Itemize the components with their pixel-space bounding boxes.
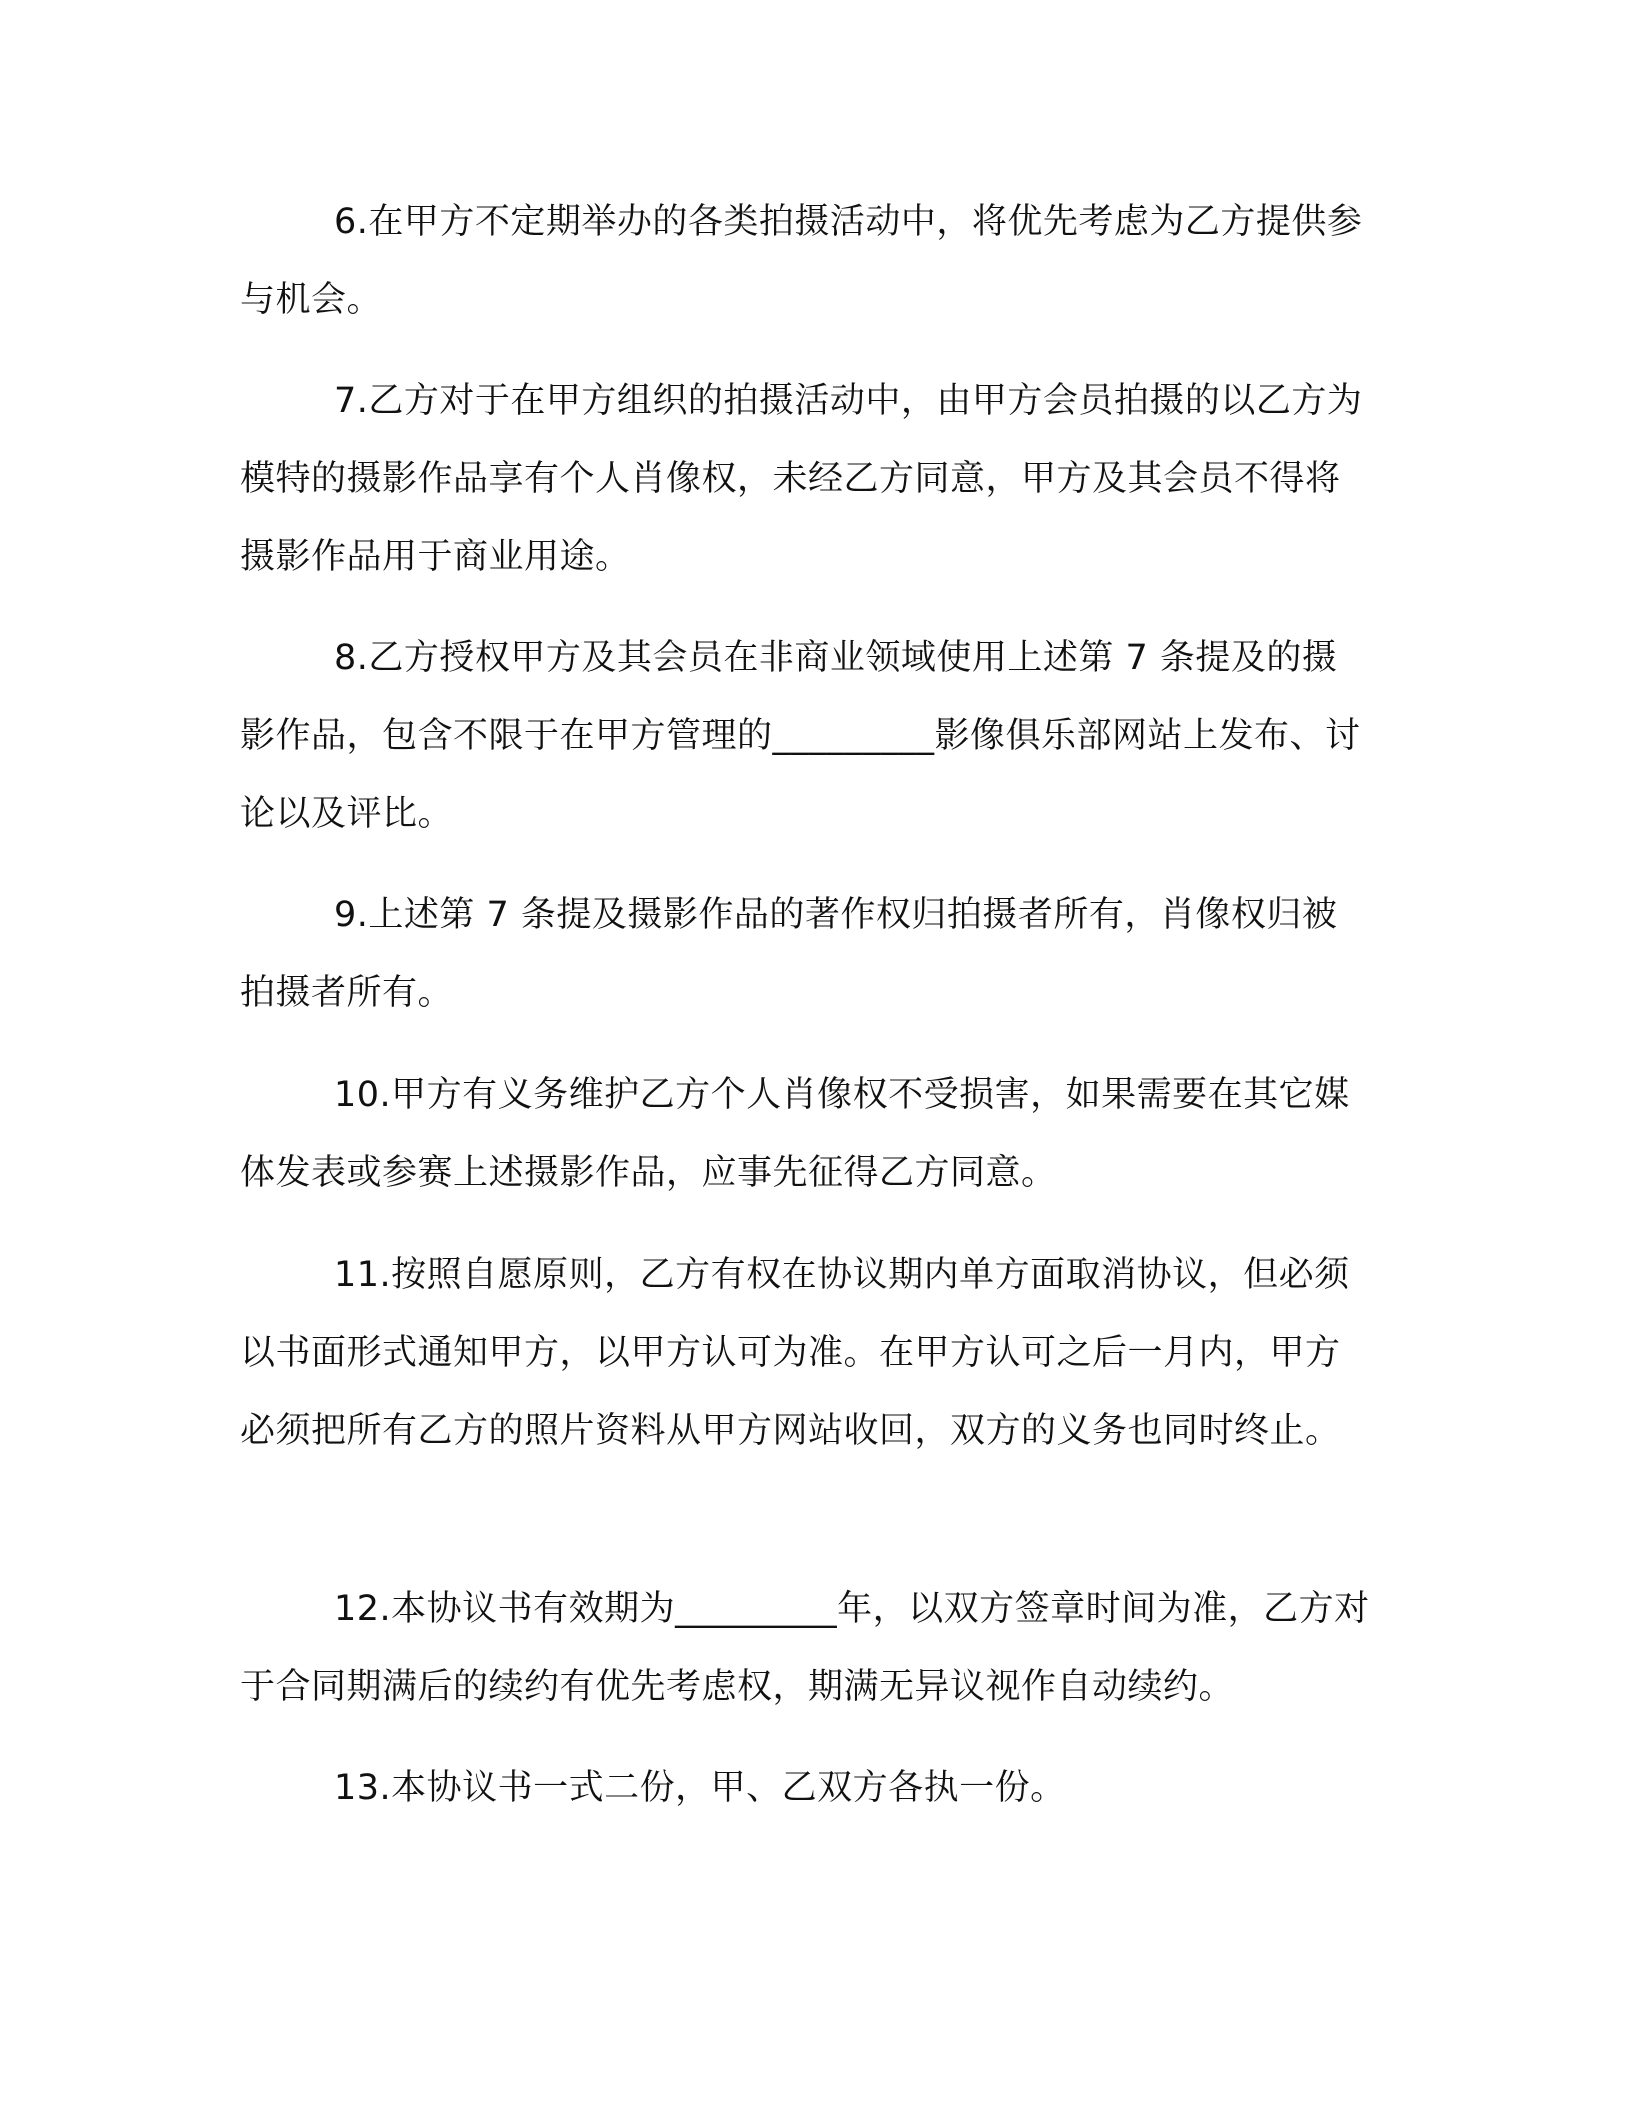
clause-7: 7.乙方对于在甲方组织的拍摄活动中，由甲方会员拍摄的以乙方为模特的摄影作品享有个人肖像权，未经乙方同意，甲方及其会员不得将摄影作品用于商业用途。	[240, 381, 1363, 577]
clause-9: 9.上述第 7 条提及摄影作品的著作权归拍摄者所有，肖像权归被拍摄者所有。	[240, 895, 1338, 1013]
clause-12: 12.本协议书有效期为_________年，以双方签章时间为准，乙方对于合同期满后的续约有优先考虑权，期满无异议视作自动续约。	[240, 1589, 1370, 1707]
clause-6: 6.在甲方不定期举办的各类拍摄活动中，将优先考虑为乙方提供参与机会。	[240, 202, 1363, 320]
clause-8: 8.乙方授权甲方及其会员在非商业领域使用上述第 7 条提及的摄影作品，包含不限于在甲方管理的_________影像俱乐部网站上发布、讨论以及评比。	[240, 638, 1361, 834]
clause-10: 10.甲方有义务维护乙方个人肖像权不受损害，如果需要在其它媒体发表或参赛上述摄影作品，应事先征得乙方同意。	[240, 1075, 1350, 1193]
clause-11: 11.按照自愿原则，乙方有权在协议期内单方面取消协议，但必须以书面形式通知甲方，以甲方认可为准。在甲方认可之后一月内，甲方必须把所有乙方的照片资料从甲方网站收回，双方的义务也同时终止。	[240, 1255, 1350, 1451]
clause-13: 13.本协议书一式二份，甲、乙双方各执一份。	[334, 1768, 1066, 1808]
